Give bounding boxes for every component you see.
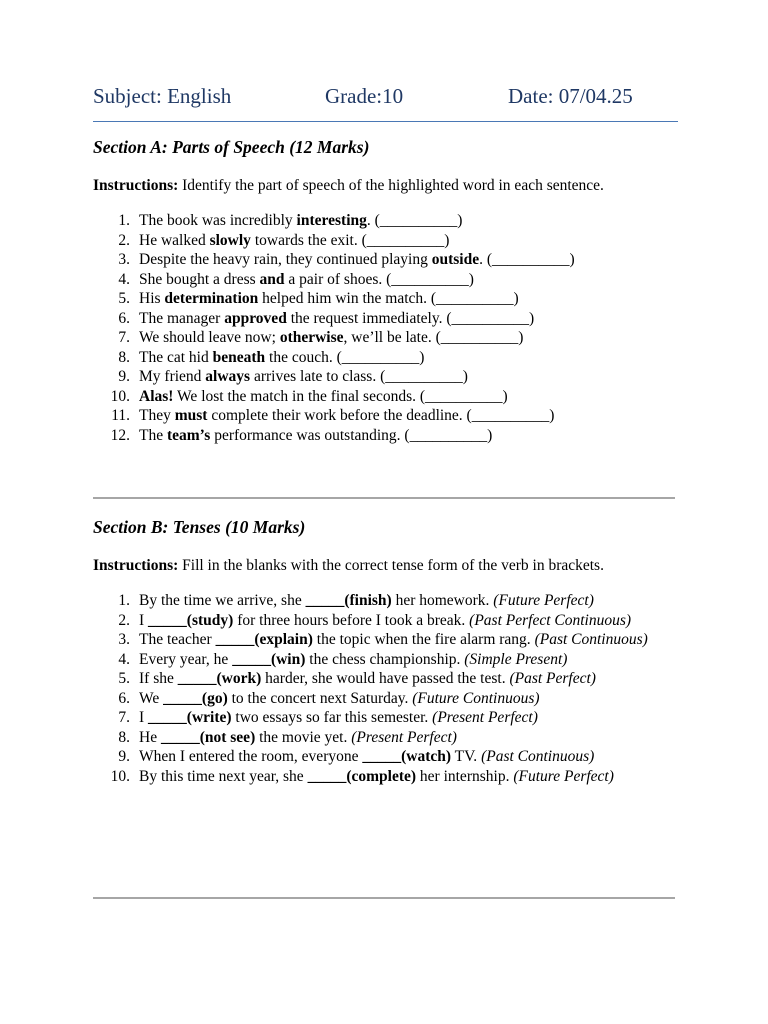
question-text: The teacher <box>139 631 216 648</box>
question-item <box>93 309 678 329</box>
question-keyword: _____(work) <box>177 670 262 687</box>
question-text: If she <box>139 670 178 687</box>
question-text: By this time next year, she <box>139 767 308 785</box>
question-keyword: _____(go) <box>163 689 228 707</box>
tense-hint: (Past Continuous) <box>534 631 648 648</box>
worksheet-header <box>93 84 678 114</box>
question-item <box>93 387 678 407</box>
section-a-questions <box>93 211 678 445</box>
question-keyword: beneath <box>212 348 266 366</box>
question-keyword: outside <box>431 251 480 268</box>
section-divider <box>93 897 675 899</box>
question-item <box>93 231 678 251</box>
question-item <box>93 211 678 231</box>
question-text: I <box>139 611 149 629</box>
question-item <box>93 767 678 787</box>
instructions-text: Fill in the blanks with the correct tense form of the verb in brackets. <box>178 557 604 574</box>
date-label: Date: 07/04.25 <box>508 84 633 108</box>
question-text: By the time we arrive, she <box>139 592 306 609</box>
tense-hint: (Past Continuous) <box>481 748 595 765</box>
question-text: We lost the match in the final seconds. (__________) <box>173 387 508 405</box>
question-text: arrives late to class. (__________) <box>250 368 468 385</box>
question-text: complete their work before the deadline. (__________) <box>207 407 555 424</box>
section-a <box>93 136 678 445</box>
question-text: towards the exit. (__________) <box>250 231 450 249</box>
question-keyword: team’s <box>166 426 211 444</box>
question-item <box>93 669 678 689</box>
subject-label: Subject: English <box>93 84 232 108</box>
question-text: the movie yet. <box>255 728 352 746</box>
instructions-label: Instructions: <box>93 177 179 194</box>
question-number: 9. <box>118 368 130 385</box>
question-item <box>93 270 678 290</box>
question-keyword: _____(not see) <box>160 728 256 746</box>
question-item <box>93 728 678 748</box>
tense-hint: (Past Perfect Continuous) <box>469 611 632 629</box>
question-text: for three hours before I took a break. <box>233 611 470 629</box>
question-keyword: and <box>259 270 285 288</box>
question-number: 6. <box>118 309 130 327</box>
question-item <box>93 611 678 631</box>
question-keyword: _____(write) <box>148 709 232 726</box>
question-keyword: interesting <box>296 212 367 229</box>
question-number: 9. <box>118 748 130 765</box>
section-a-title: Section A: Parts of Speech (12 Marks) <box>93 137 370 157</box>
tense-hint: (Present Perfect) <box>351 728 457 746</box>
question-item <box>93 689 678 709</box>
question-item <box>93 367 678 387</box>
question-number: 5. <box>118 290 130 307</box>
question-text: . (__________) <box>366 212 463 229</box>
question-number: 3. <box>118 251 130 268</box>
question-number: 2. <box>118 611 130 629</box>
question-text: the couch. (__________) <box>265 348 425 366</box>
question-number: 5. <box>118 670 130 687</box>
question-text: . (__________) <box>479 251 575 268</box>
question-item <box>93 650 678 670</box>
question-text: He walked <box>139 231 210 249</box>
question-keyword: _____(explain) <box>215 631 313 648</box>
question-text: The manager <box>139 309 225 327</box>
question-text: They <box>139 407 175 424</box>
question-text: the request immediately. (__________) <box>286 309 535 327</box>
question-text: The cat hid <box>139 348 213 366</box>
section-b <box>93 516 678 786</box>
question-keyword: _____(finish) <box>305 592 392 609</box>
question-item <box>93 406 678 426</box>
question-text: the chess championship. <box>305 650 465 668</box>
question-text: The <box>139 426 167 444</box>
question-keyword: must <box>174 407 208 424</box>
tense-hint: (Simple Present) <box>464 650 568 668</box>
grade-label: Grade:10 <box>325 84 404 108</box>
question-text: a pair of shoes. (__________) <box>284 270 474 288</box>
tense-hint: (Present Perfect) <box>432 709 538 726</box>
tense-hint: (Future Perfect) <box>513 767 614 785</box>
question-keyword: _____(win) <box>232 650 306 668</box>
question-number: 2. <box>118 231 130 249</box>
instructions-label: Instructions: <box>93 557 179 574</box>
question-text: helped him win the match. (__________) <box>258 290 519 307</box>
question-number: 4. <box>118 650 130 668</box>
section-b-title: Section B: Tenses (10 Marks) <box>93 517 306 537</box>
header-divider <box>93 121 678 122</box>
section-divider <box>93 497 675 499</box>
question-text: , we’ll be late. (__________) <box>343 329 524 346</box>
question-text: Every year, he <box>139 650 233 668</box>
question-text: performance was outstanding. (__________) <box>210 426 493 444</box>
question-text: His <box>139 290 165 307</box>
instructions-text: Identify the part of speech of the highlighted word in each sentence. <box>178 177 604 194</box>
question-item <box>93 348 678 368</box>
question-item <box>93 708 678 728</box>
tense-hint: (Past Perfect) <box>509 670 596 687</box>
question-item <box>93 591 678 611</box>
question-item <box>93 328 678 348</box>
question-text: TV. <box>451 748 482 765</box>
question-text: When I entered the room, everyone <box>139 748 363 765</box>
question-keyword: slowly <box>209 231 251 249</box>
question-keyword: always <box>205 368 251 385</box>
question-number: 7. <box>118 709 130 726</box>
question-number: 1. <box>118 592 130 609</box>
question-keyword: otherwise <box>279 329 344 346</box>
question-keyword: _____(watch) <box>362 748 452 765</box>
question-number: 1. <box>118 212 130 229</box>
question-text: her internship. <box>416 767 514 785</box>
question-number: 10. <box>110 387 130 405</box>
question-text: I <box>139 709 149 726</box>
section-b-instructions <box>93 556 678 576</box>
question-text: her homework. <box>391 592 494 609</box>
question-keyword: Alas! <box>139 387 174 405</box>
question-number: 7. <box>118 329 130 346</box>
question-keyword: _____(complete) <box>307 767 417 785</box>
question-number: 12. <box>110 426 130 444</box>
question-item <box>93 630 678 650</box>
question-text: We <box>139 689 164 707</box>
question-number: 8. <box>118 728 130 746</box>
question-text: to the concert next Saturday. <box>227 689 413 707</box>
question-keyword: _____(study) <box>148 611 234 629</box>
question-number: 3. <box>118 631 130 648</box>
tense-hint: (Future Continuous) <box>412 689 540 707</box>
section-a-instructions <box>93 176 678 196</box>
question-number: 8. <box>118 348 130 366</box>
question-keyword: approved <box>224 309 287 327</box>
tense-hint: (Future Perfect) <box>493 592 594 609</box>
question-text: two essays so far this semester. <box>231 709 433 726</box>
question-text: My friend <box>139 368 206 385</box>
question-text: We should leave now; <box>139 329 280 346</box>
question-number: 6. <box>118 689 130 707</box>
question-number: 10. <box>110 767 130 785</box>
question-number: 11. <box>111 407 130 424</box>
question-number: 4. <box>118 270 130 288</box>
question-text: harder, she would have passed the test. <box>261 670 510 687</box>
question-item <box>93 250 678 270</box>
question-text: the topic when the fire alarm rang. <box>312 631 535 648</box>
question-item <box>93 289 678 309</box>
question-text: She bought a dress <box>139 270 260 288</box>
question-text: The book was incredibly <box>139 212 297 229</box>
question-item <box>93 426 678 446</box>
question-text: Despite the heavy rain, they continued playing <box>139 251 432 268</box>
section-b-questions <box>93 591 678 786</box>
question-item <box>93 747 678 767</box>
question-keyword: determination <box>164 290 259 307</box>
question-text: He <box>139 728 161 746</box>
